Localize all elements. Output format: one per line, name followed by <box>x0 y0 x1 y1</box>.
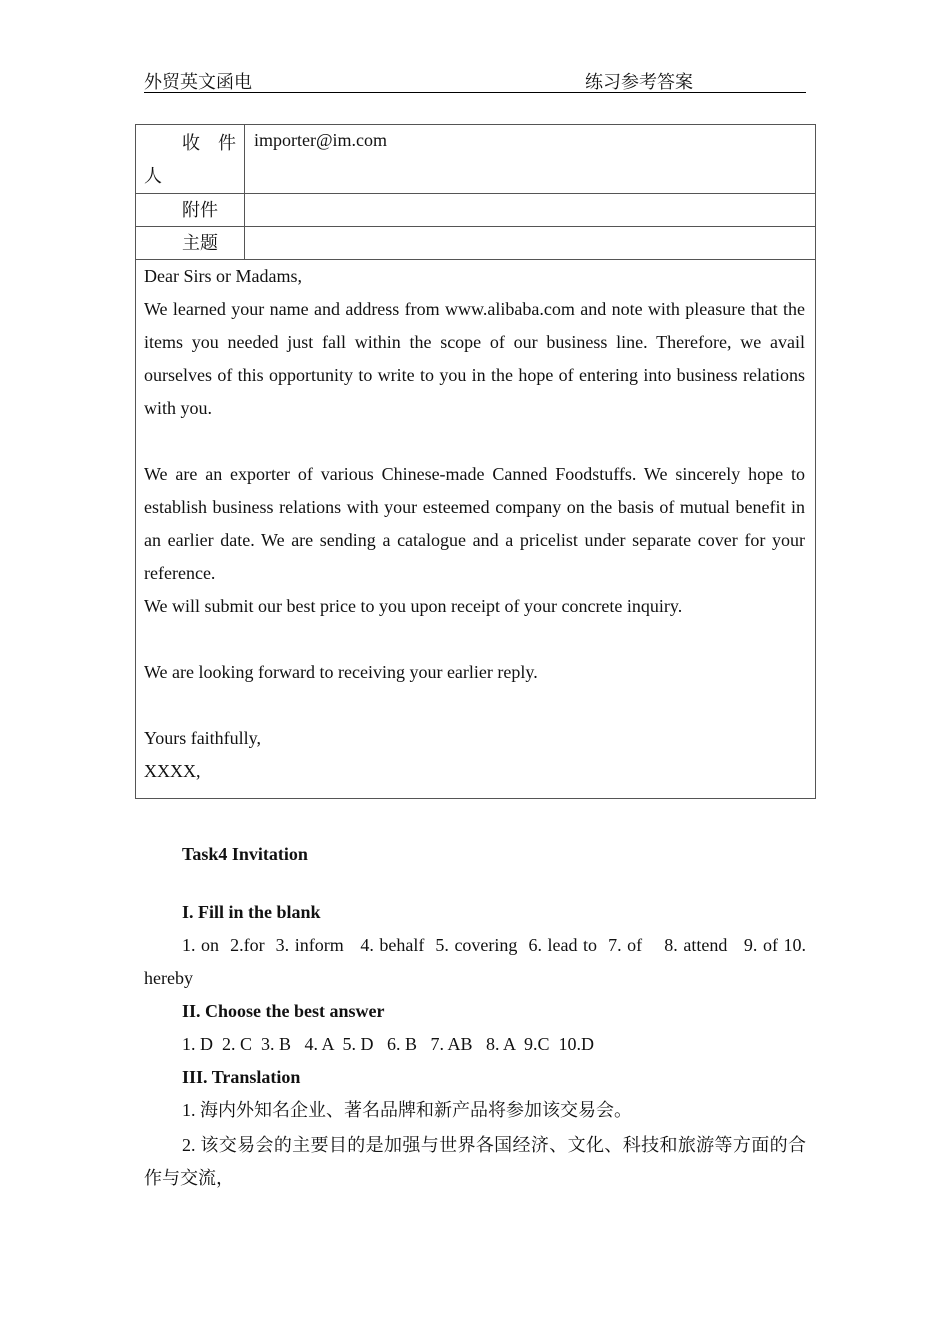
subject-value-cell <box>245 227 816 260</box>
task4-section <box>144 838 811 1195</box>
email-salutation: Dear Sirs or Madams, <box>144 266 302 286</box>
email-body-row <box>136 260 816 799</box>
recipient-label-cell <box>136 125 245 194</box>
email-signature: XXXX, <box>144 761 201 781</box>
translation-item-2: 2. 该交易会的主要目的是加强与世界各国经济、文化、科技和旅游等方面的合作与交流， <box>144 1135 806 1188</box>
running-header <box>144 66 806 93</box>
choose-answer-heading: II. Choose the best answer <box>182 1001 385 1021</box>
header-course-title: 外贸英文函电 <box>144 72 252 92</box>
attachment-row <box>136 194 816 227</box>
recipient-row <box>136 125 816 194</box>
email-paragraph-2: We are an exporter of various Chinese-made Canned Foodstuffs. We sincerely hope to establish business relations with your esteemed company on the basis of mutual benefit in an earlier date. We are sending a catalogue and a pricelist under separate cover for your reference. <box>144 464 805 583</box>
email-paragraph-4: We are looking forward to receiving your earlier reply. <box>144 662 538 682</box>
recipient-value: importer@im.com <box>254 130 388 150</box>
email-paragraph-1: We learned your name and address from www.alibaba.com and note with pleasure that the items you needed just fall within the scope of our business line. Therefore, we avail ourselves of this opportunity to write to you in the hope of entering into business relations with you. <box>144 299 805 418</box>
subject-label-cell <box>136 227 245 260</box>
header-section-title: 练习参考答案 <box>585 72 693 92</box>
task-title: Task4 Invitation <box>182 844 308 864</box>
fill-blank-heading: I. Fill in the blank <box>182 902 321 922</box>
subject-value <box>245 227 815 229</box>
email-paragraph-3: We will submit our best price to you upon receipt of your concrete inquiry. <box>144 596 683 616</box>
email-body-cell <box>136 260 816 799</box>
email-closing: Yours faithfully, <box>144 728 262 748</box>
email-form-table <box>135 124 816 799</box>
attachment-label: 附件 <box>182 200 218 220</box>
translation-item-1: 1. 海内外知名企业、著名品牌和新产品将参加该交易会。 <box>182 1100 632 1120</box>
attachment-value <box>245 194 815 196</box>
fill-blank-answers: 1. on 2.for 3. inform 4. behalf 5. covering 6. lead to 7. of 8. attend 9. of 10. hereby <box>144 935 811 988</box>
recipient-label-wrap: 人 <box>144 166 162 186</box>
attachment-value-cell <box>245 194 816 227</box>
recipient-value-cell <box>245 125 816 194</box>
attachment-label-cell <box>136 194 245 227</box>
recipient-label: 收 件 <box>182 133 236 153</box>
subject-row <box>136 227 816 260</box>
choose-answer-answers: 1. D 2. C 3. B 4. A 5. D 6. B 7. AB 8. A 9.C 10.D <box>182 1034 595 1054</box>
translation-heading: III. Translation <box>182 1067 301 1087</box>
subject-label: 主题 <box>182 233 218 253</box>
